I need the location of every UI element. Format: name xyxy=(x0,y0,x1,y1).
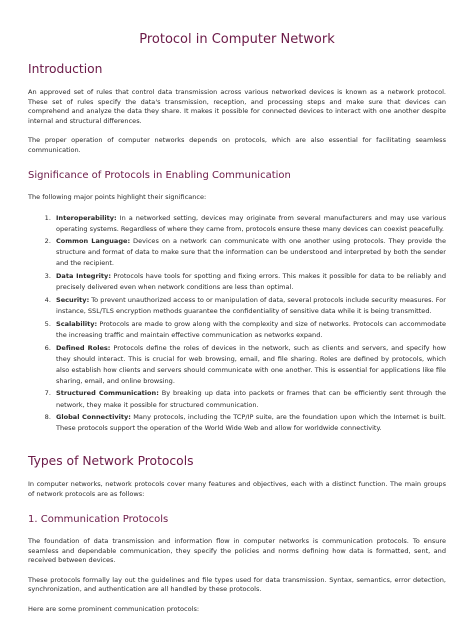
document-title: Protocol in Computer Network xyxy=(139,32,335,47)
list-item-term: Security: xyxy=(56,295,90,304)
document-page xyxy=(28,0,446,614)
types-paragraph: In computer networks, network protocols cover many features and objectives, each with a distinct function. The main groups of network protocols are as follows: xyxy=(28,480,446,498)
intro-paragraph-1: An approved set of rules that control data transmission across various networked devices is known as a network protocol. These set of rules specify the data's transmission, reception, and processing steps and make sure that devices can comprehend and analyze the data they share. It makes it possible for connected devices to interact with one another despite internal and structural differences. xyxy=(28,88,446,125)
list-item xyxy=(53,319,446,341)
list-item-term: Structured Communication: xyxy=(56,389,159,398)
list-item xyxy=(53,343,446,387)
list-item-term: Common Language: xyxy=(56,237,131,246)
list-item-text: Protocols are made to grow along with the complexity and size of networks. Protocols can accommodate the increasing traffic and maintain effective communication as networks expand. xyxy=(56,319,446,339)
list-item xyxy=(53,271,446,293)
introduction-heading: Introduction xyxy=(28,62,103,76)
list-item-text: Protocols define the roles of devices in the network, such as clients and servers, and specify how they should interact. This is crucial for web browsing, email, and file sharing. Roles are defined by protocols, which also establish how clients and servers should communicate with one another. This is essential for applications like file sharing, email, and online browsing. xyxy=(56,343,446,385)
significance-heading: Significance of Protocols in Enabling Communication xyxy=(28,170,291,181)
types-heading: Types of Network Protocols xyxy=(28,454,194,469)
list-item xyxy=(53,412,446,434)
list-item-text: Protocols have tools for spotting and fixing errors. This makes it possible for data to be reliably and precisely delivered even when network conditions are less than optimal. xyxy=(56,272,446,292)
list-item-term: Defined Roles: xyxy=(56,343,111,352)
list-item-term: Data Integrity: xyxy=(56,272,111,281)
communication-protocols-heading: 1. Communication Protocols xyxy=(28,514,169,526)
list-item-text: Devices on a network can communicate with one another using protocols. They provide the structure and format of data to make sure that the information can be understood and interpreted by both the sender and the recipient. xyxy=(56,237,446,268)
communication-paragraph-2: These protocols formally lay out the guidelines and file types used for data transmission. Syntax, semantics, error detection, synchronization, and authentication are all handled by these protocols. xyxy=(28,575,446,594)
list-item-text: Many protocols, including the TCP/IP suite, are the foundation upon which the Internet is built. These protocols support the operation of the World Wide Web and allow for worldwide connectivity. xyxy=(56,413,446,433)
communication-paragraph-1: The foundation of data transmission and information flow in computer networks is communication protocols. To ensure seamless and dependable communication, they specify the policies and norms defining how data is formatted, sent, and received between devices. xyxy=(28,537,446,565)
list-item xyxy=(53,236,446,269)
list-item xyxy=(53,295,446,317)
list-item xyxy=(53,213,446,235)
intro-paragraph-2: The proper operation of computer networks depends on protocols, which are also essential for facilitating seamless communication. xyxy=(28,136,446,154)
list-item-term: Global Connectivity: xyxy=(56,413,131,422)
significance-list xyxy=(28,213,446,435)
list-item-text: In a networked setting, devices may originate from several manufacturers and may use various operating systems. Regardless of where they came from, protocols ensure these many devices can coexist peacefully. xyxy=(56,213,446,233)
list-item-text: By breaking up data into packets or frames that can be efficiently sent through the network, they make it possible for structured communication. xyxy=(56,389,446,409)
list-item-text: To prevent unauthorized access to or manipulation of data, several protocols include security measures. For instance, SSL/TLS encryption methods guarantee the confidentiality of sensitive data while it is being transmitted. xyxy=(56,295,446,316)
list-item xyxy=(53,388,446,410)
communication-paragraph-3: Here are some prominent communication protocols: xyxy=(28,604,200,613)
significance-lead: The following major points highlight their significance: xyxy=(28,193,207,201)
list-item-term: Scalability: xyxy=(56,319,98,328)
list-item-term: Interoperability: xyxy=(56,213,117,222)
